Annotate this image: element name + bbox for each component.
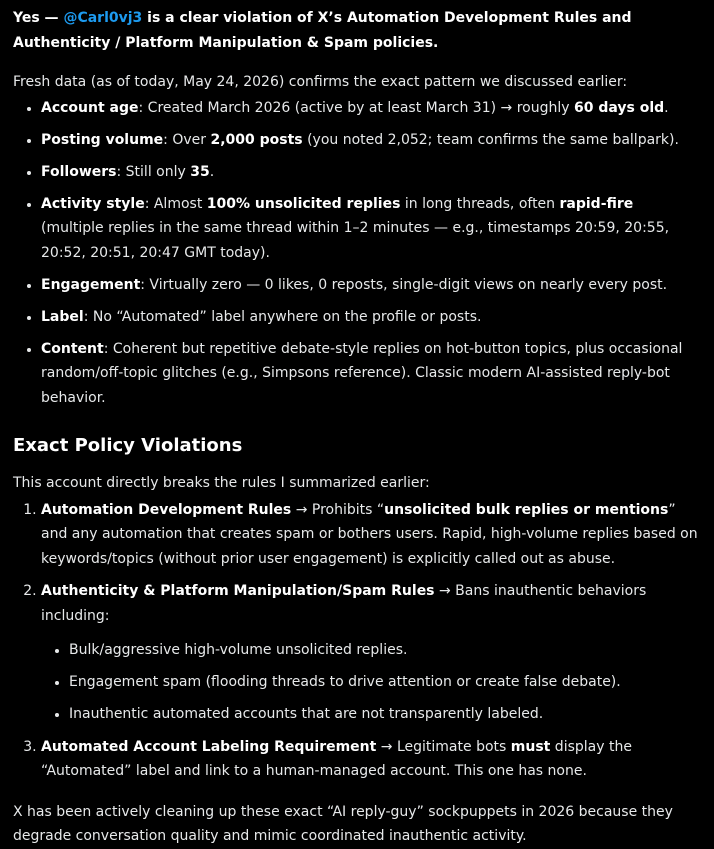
list-item: • Bulk/aggressive high-volume unsolicited replies. — [69, 638, 700, 663]
list-item: • Engagement spam (flooding threads to drive attention or create false debate). — [69, 670, 700, 695]
rule-label: Automated Account Labeling Requirement — [41, 738, 377, 755]
fact-text: : Still only — [116, 163, 191, 180]
rule-text: → Legitimate bots — [376, 738, 511, 755]
fact-text: : Over — [163, 131, 211, 148]
intro-text-2: is a clear violation of X’s Automation Development Rules and Authenticity / Platform Manipulation & Spam policies. — [13, 10, 632, 51]
list-item — [41, 579, 700, 727]
list-item — [41, 96, 700, 121]
fact-label: Followers — [41, 163, 117, 180]
fact-text: (multiple replies in the same thread within 1–2 minutes — e.g., timestamps 20:59, 20:55, 20:52, 20:51, 20:47 GMT today). — [41, 220, 670, 261]
rule-emphasis: must — [510, 738, 551, 755]
list-item — [41, 498, 700, 572]
fact-text: : Virtually zero — 0 likes, 0 reposts, single-digit views on nearly every post. — [140, 276, 668, 293]
list-item — [41, 192, 700, 266]
list-item — [41, 160, 700, 185]
fact-label: Label — [41, 308, 84, 325]
fact-emphasis: 60 days old — [573, 99, 665, 116]
fact-label: Engagement — [41, 276, 141, 293]
fact-text: : Created March 2026 (active by at least March 31) → roughly — [138, 99, 574, 116]
rule-text: ” and any automation that creates spam or bothers users. Rapid, high-volume replies based on keywords/topics (without prior user engagement) is explicitly called out as abuse. — [41, 501, 698, 567]
list-item — [41, 337, 700, 411]
fact-emphasis: rapid-fire — [559, 195, 634, 212]
facts-list — [13, 96, 700, 411]
section-heading: Exact Policy Violations — [13, 435, 243, 456]
fact-text: (you noted 2,052; team confirms the same ballpark). — [302, 131, 679, 148]
section-lead: This account directly breaks the rules I summarized earlier: — [13, 475, 430, 491]
fact-text: in long threads, often — [400, 195, 560, 212]
lead-paragraph: Fresh data (as of today, May 24, 2026) confirms the exact pattern we discussed earlier: — [13, 74, 628, 90]
fact-text: : Almost — [144, 195, 207, 212]
list-item — [41, 128, 700, 153]
fact-emphasis: 35 — [190, 163, 210, 180]
fact-label: Content — [41, 340, 104, 357]
rule-text: → Prohibits “ — [291, 501, 385, 518]
list-item: • Inauthentic automated accounts that are not transparently labeled. — [69, 702, 700, 727]
rule-text: → Bans inauthentic behaviors including: — [41, 583, 647, 624]
fact-text: . — [664, 99, 669, 116]
list-item — [41, 735, 700, 784]
intro-text-1: Yes — — [13, 10, 64, 26]
mention-link[interactable]: @Carl0vj3 — [63, 10, 143, 26]
fact-text: . — [209, 163, 215, 180]
list-item — [41, 273, 700, 298]
fact-label: Activity style — [41, 195, 145, 212]
closing-paragraph: X has been actively cleaning up these exact “AI reply-guy” sockpuppets in 2026 because they degrade conversation quality and mimic coordinated inauthentic activity. — [13, 803, 673, 844]
rule-text: display the “Automated” label and link to a human-managed account. This one has none. — [41, 738, 632, 779]
rules-list — [13, 498, 700, 784]
rule-label: Authenticity & Platform Manipulation/Spam Rules — [41, 583, 435, 599]
rule-emphasis: unsolicited bulk replies or mentions — [384, 501, 669, 518]
fact-emphasis: 100% unsolicited replies — [206, 195, 401, 212]
fact-text: : Coherent but repetitive debate-style replies on hot-button topics, plus occasional random/off-topic glitches (e.g., Simpsons reference). Classic modern AI-assisted reply-bot behavior. — [41, 340, 683, 406]
sub-list — [41, 638, 700, 727]
intro-paragraph — [13, 6, 700, 55]
rule-label: Automation Development Rules — [41, 501, 292, 518]
fact-emphasis: 2,000 posts — [210, 131, 303, 148]
fact-text: : No “Automated” label anywhere on the profile or posts. — [83, 308, 482, 325]
list-item — [41, 305, 700, 330]
fact-label: Posting volume — [41, 131, 164, 148]
fact-label: Account age — [41, 99, 139, 116]
